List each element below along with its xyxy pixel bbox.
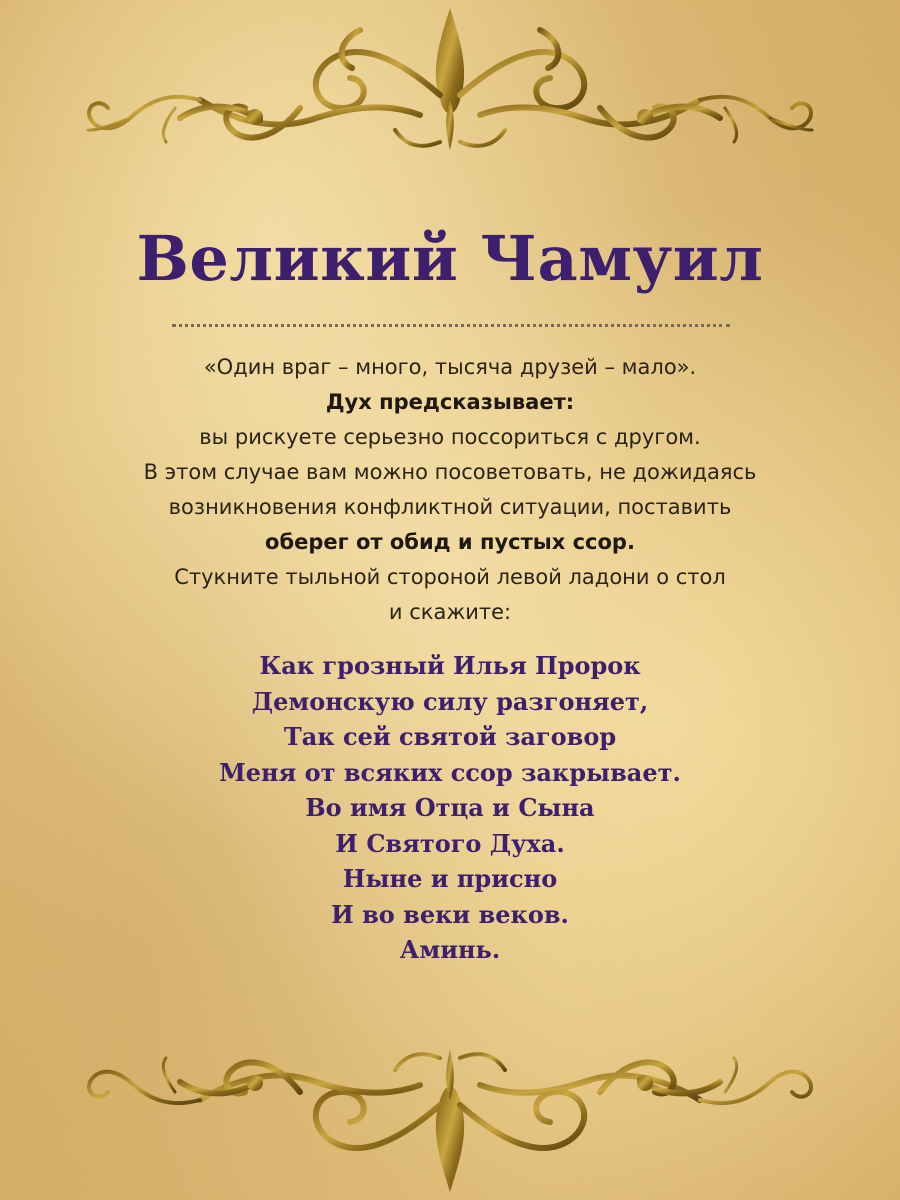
spell-line: Как грозный Илья Пророк [259, 651, 641, 680]
spell-line: Во имя Отца и Сына [305, 793, 595, 822]
prediction-line-1: вы рискуете серьезно поссориться с другом. [199, 425, 701, 449]
amulet-line: оберег от обид и пустых ссор. [265, 530, 635, 554]
dotted-divider [172, 324, 730, 327]
spell-verse [60, 648, 840, 968]
prediction-text [60, 350, 840, 630]
instruction-line-1: Стукните тыльной стороной левой ладони о стол [174, 565, 726, 589]
instruction-line-2: и скажите: [388, 600, 512, 624]
quote-line: «Один враг – много, тысяча друзей – мало». [203, 355, 697, 379]
spell-line: Демонскую силу разгоняет, [251, 686, 649, 716]
page-title: Великий Чамуил [136, 222, 764, 295]
bottom-ornament [0, 1030, 900, 1200]
spell-line: Ныне и присно [342, 864, 558, 893]
prediction-line-2: В этом случае вам можно посоветовать, не дожидаясь [143, 460, 757, 484]
spirit-label: Дух предсказывает: [325, 390, 575, 414]
spell-line: И во веки веков. [331, 899, 569, 929]
spell-line: Меня от всяких ссор закрывает. [219, 757, 681, 787]
spell-line: Аминь. [399, 935, 501, 964]
top-ornament [0, 0, 900, 170]
prediction-line-3: возникновения конфликтной ситуации, поставить [168, 495, 732, 519]
spell-line: Так сей святой заговор [283, 722, 617, 751]
spell-line: И Святого Духа. [335, 828, 565, 858]
